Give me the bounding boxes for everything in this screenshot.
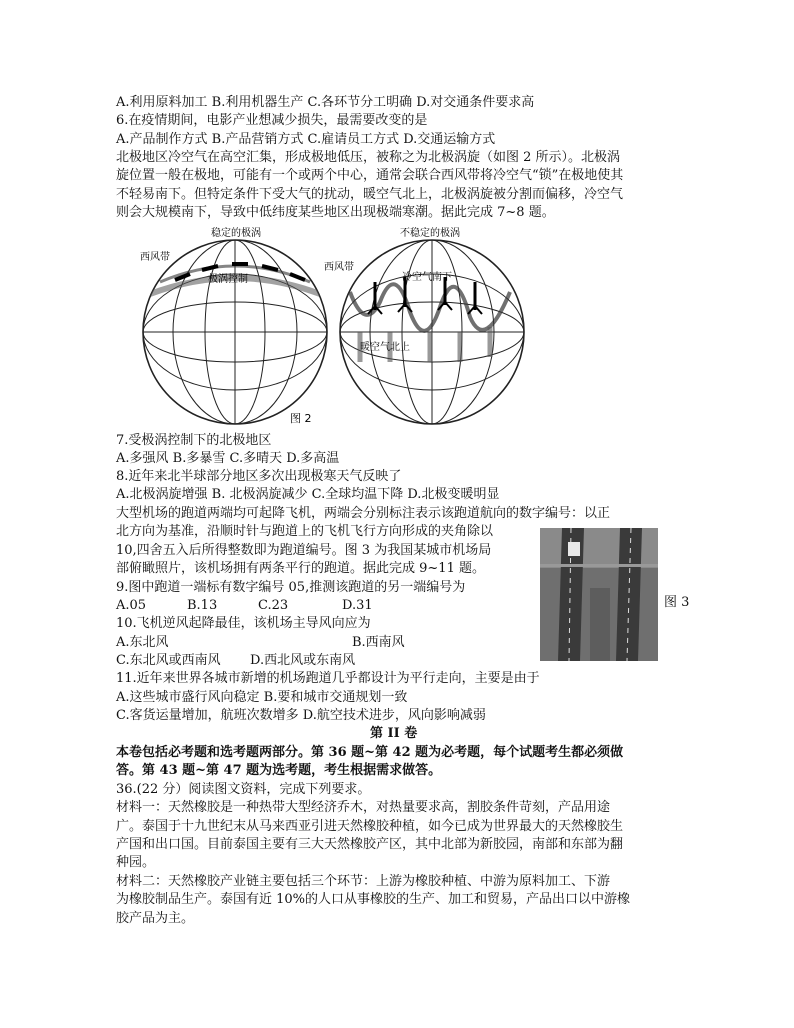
material-1: 材料一：天然橡胶是一种热带大型经济乔木，对热量要求高，割胶条件苛刻，产品用途 bbox=[116, 800, 611, 815]
material-2: 材料二：天然橡胶产业链主要包括三个环节：上游为橡胶种植、中游为原料加工、下游 bbox=[116, 874, 611, 889]
right-title: 不稳定的极涡 bbox=[400, 228, 460, 239]
q10-option: D.西北风或东南风 bbox=[250, 653, 356, 668]
material-2: 为橡胶制品生产。泰国有近 10%的人口从事橡胶的生产、加工和贸易，产品出口以中游橡 bbox=[116, 892, 631, 907]
passage-line: 10,四舍五入后所得整数即为跑道编号。图 3 为我国某城市机场局 bbox=[116, 543, 492, 558]
q10-stem: 10.飞机逆风起降最佳，该机场主导风向应为 bbox=[116, 616, 371, 631]
q11-options: A.这些城市盛行风向稳定 B.要和城市交通规划一致 bbox=[116, 690, 408, 705]
q5-options: A.利用原料加工 B.利用机器生产 C.各环节分工明确 D.对交通条件要求高 bbox=[116, 95, 535, 110]
figure-3-airport-photo bbox=[540, 528, 658, 661]
material-2: 胶产品为主。 bbox=[116, 911, 195, 926]
material-1: 产国和出口国。目前泰国主要有三大天然橡胶产区，其中北部为新胶园，南部和东部为翻 bbox=[116, 837, 624, 852]
passage-line: 北方向为基准，沿顺时针与跑道上的飞机飞行方向形成的夹角除以 bbox=[116, 524, 494, 539]
q11-stem: 11.近年来世界各城市新增的机场跑道几乎都设计为平行走向，主要是由于 bbox=[116, 671, 540, 686]
passage-line: 不轻易南下。但特定条件下受大气的扰动，暖空气北上，北极涡旋被分割而偏移，冷空气 bbox=[116, 187, 624, 202]
q6-options: A.产品制作方式 B.产品营销方式 C.雇请员工方式 D.交通运输方式 bbox=[116, 132, 496, 147]
figure-2-polar-vortex bbox=[140, 222, 540, 434]
westerly-label-left: 西风带 bbox=[140, 252, 170, 263]
q10-option: B.西南风 bbox=[352, 635, 405, 650]
left-title: 稳定的极涡 bbox=[211, 228, 261, 239]
passage-line: 则会大规模南下，导致中低纬度某些地区出现极端寒潮。据此完成 7~8 题。 bbox=[116, 205, 555, 220]
passage-line: 大型机场的跑道两端均可起降飞机，两端会分别标注表示该跑道航向的数字编号：以正 bbox=[116, 506, 611, 521]
q6-stem: 6.在疫情期间，电影产业想减少损失，最需要改变的是 bbox=[116, 113, 428, 128]
q8-stem: 8.近年来北半球部分地区多次出现极寒天气反映了 bbox=[116, 469, 402, 484]
q7-options: A.多强风 B.多暴雪 C.多晴天 D.多高温 bbox=[116, 451, 340, 466]
q9-option: D.31 bbox=[342, 598, 373, 613]
q9-option: A.05 bbox=[116, 598, 147, 613]
figure-2-caption: 图 2 bbox=[290, 412, 312, 425]
passage-line: 北极地区冷空气在高空汇集，形成极地低压，被称之为北极涡旋（如图 2 所示）。北极涡 bbox=[116, 150, 621, 165]
right-globe bbox=[340, 240, 524, 424]
westerly-label-right: 西风带 bbox=[324, 262, 354, 273]
section-instructions: 本卷包括必考题和选考题两部分。第 36 题~第 42 题为必考题，每个试题考生都必须做 bbox=[116, 745, 624, 760]
cold-air-label: 冷空气南下 bbox=[402, 272, 452, 283]
q7-stem: 7.受极涡控制下的北极地区 bbox=[116, 433, 272, 448]
q10-option: A.东北风 bbox=[116, 635, 169, 650]
passage-line: 部俯瞰照片，该机场拥有两条平行的跑道。据此完成 9~11 题。 bbox=[116, 561, 485, 576]
q36-stem: 36.(22 分）阅读图文资料，完成下列要求。 bbox=[116, 782, 371, 797]
q11-options: C.客货运量增加，航班次数增多 D.航空技术进步，风向影响减弱 bbox=[116, 708, 486, 723]
q8-options: A.北极涡旋增强 B. 北极涡旋减少 C.全球均温下降 D.北极变暖明显 bbox=[116, 487, 500, 502]
material-1: 种园。 bbox=[116, 855, 156, 870]
section-heading: 第 II 卷 bbox=[370, 726, 418, 741]
passage-line: 旋位置一般在极地，可能有一个或两个中心，通常会联合西风带将冷空气“锁”在极地使其 bbox=[116, 168, 624, 183]
q10-option: C.东北风或西南风 bbox=[116, 653, 221, 668]
left-globe bbox=[143, 240, 327, 424]
q9-option: B.13 bbox=[187, 598, 218, 613]
vortex-label: 极涡控制 bbox=[208, 274, 248, 285]
material-1: 广。泰国于十九世纪末从马来西亚引进天然橡胶种植，如今已成为世界最大的天然橡胶生 bbox=[116, 819, 624, 834]
q9-stem: 9.图中跑道一端标有数字编号 05,推测该跑道的另一端编号为 bbox=[116, 580, 466, 595]
warm-air-label: 暖空气北上 bbox=[360, 342, 410, 353]
section-instructions: 答。第 43 题~第 47 题为选考题，考生根据需求做答。 bbox=[116, 763, 442, 778]
figure-3-caption: 图 3 bbox=[664, 595, 690, 610]
q9-option: C.23 bbox=[258, 598, 289, 613]
